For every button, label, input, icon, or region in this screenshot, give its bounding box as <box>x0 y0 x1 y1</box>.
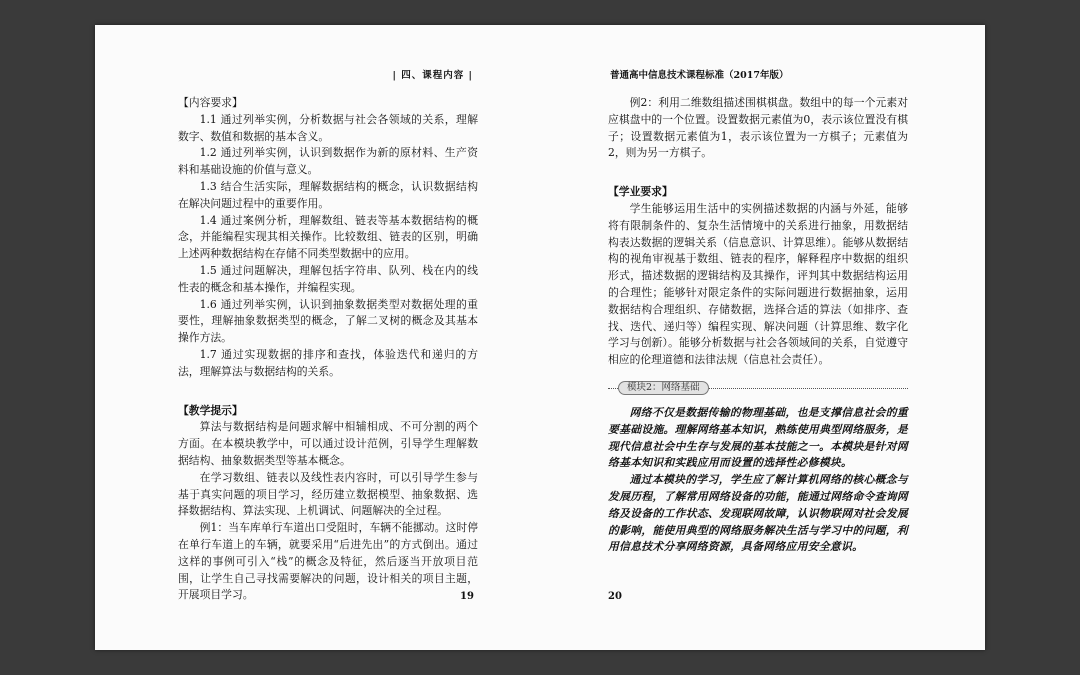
paragraph: 1.5 通过问题解决，理解包括字符串、队列、栈在内的线性表的概念和基本操作，并编程实现。 <box>178 263 478 294</box>
paragraph: 1.7 通过实现数据的排序和查找，体验迭代和递归的方法，理解算法与数据结构的关系。 <box>178 347 478 378</box>
paragraph: 1.4 通过案例分析，理解数组、链表等基本数据结构的概念，并能编程实现其相关操作。比较数组、链表的区别，明确上述两种数据结构在存储不同类型数据中的应用。 <box>178 213 478 261</box>
left-column <box>178 95 478 604</box>
book-spread <box>95 25 985 650</box>
paragraph: 1.6 通过列举实例，认识到抽象数据类型对数据处理的重要性，理解抽象数据类型的概念，了解二叉树的概念及其基本操作方法。 <box>178 297 478 345</box>
paragraph: 1.1 通过列举实例，分析数据与社会各领域的关系，理解数字、数值和数据的基本含义。 <box>178 112 478 143</box>
paragraph: 1.3 结合生活实际，理解数据结构的概念，认识数据结构在解决问题过程中的重要作用。 <box>178 179 478 210</box>
right-page <box>540 25 985 650</box>
running-header: | 四、课程内容 | <box>392 70 473 81</box>
paragraph: 学生能够运用生活中的实例描述数据的内涵与外延，能够将有限制条件的、复杂生活情境中的关系进行抽象，用数据结构表达数据的逻辑关系（信息意识、计算思维）。能够从数据结构的视角审视基于数组、链表的程序，解释程序中数据的组织形式，描述数据的逻辑结构及其操作，评判其中数据结构运用的合理性；能够针对限定条件的实际问题进行数据抽象，运用数据结构合理组织、存储数据，选择合适的算法（如排序、查找、迭代、递归等）编程实现、解决问题（计算思维、数字化学习与创新）。能够分析数据与社会各领域间的关系，自觉遵守相应的伦理道德和法律法规（信息社会责任）。 <box>608 201 908 367</box>
paragraph: 网络不仅是数据传输的物理基础，也是支撑信息社会的重要基础设施。理解网络基本知识，熟练使用典型网络服务，是现代信息社会中生存与发展的基本技能之一。本模块是针对网络基本知识和实践应用而设置的选择性必修模块。 <box>608 405 908 470</box>
running-header: 普通高中信息技术课程标准（2017年版） <box>610 70 789 81</box>
section-heading: 【学业要求】 <box>608 185 673 199</box>
paragraph: 例2：利用二维数组描述围棋棋盘。数组中的每一个元素对应棋盘中的一个位置。设置数据元素值为0，表示该位置没有棋子；设置数据元素值为1，表示该位置为一方棋子；元素值为2，则为另一方棋子。 <box>608 96 908 160</box>
paragraph: 1.2 通过列举实例，认识到数据作为新的原材料、生产资料和基础设施的价值与意义。 <box>178 146 478 177</box>
paragraph: 例1：当车库单行车道出口受阻时，车辆不能挪动。这时停在单行车道上的车辆，就要采用“后进先出”的方式倒出。通过这样的事例可引入“栈”的概念及特征，然后逐当开放项目范围，让学生自己寻找需要解决的问题，设计相关的项目主题，开展项目学习。 <box>178 521 478 602</box>
page-number: 20 <box>608 591 622 602</box>
paragraph: 通过本模块的学习，学生应了解计算机网络的核心概念与发展历程，了解常用网络设备的功能，能通过网络命令查询网络及设备的工作状态、发现联网故障，认识物联网对社会发展的影响，能使用典型的网络服务解决生活与学习中的问题，利用信息技术分享网络资源，具备网络应用安全意识。 <box>608 473 908 554</box>
paragraph: 算法与数据结构是问题求解中相辅相成、不可分割的两个方面。在本模块教学中，可以通过设计范例，引导学生理解数据结构、抽象数据类型等基本概念。 <box>178 420 478 467</box>
right-column <box>608 95 908 556</box>
page-number: 19 <box>460 591 474 602</box>
left-page <box>95 25 540 650</box>
module-intro <box>608 405 908 556</box>
paragraph: 在学习数组、链表以及线性表内容时，可以引导学生参与基于真实问题的项目学习，经历建立数据模型、抽象数据、选择数据结构、算法实现、上机调试、问题解决的全过程。 <box>178 470 478 518</box>
module-tag: 模块2：网络基础 <box>618 381 709 395</box>
module-divider <box>608 381 908 395</box>
section-heading: 【内容要求】 <box>178 96 243 109</box>
section-heading: 【教学提示】 <box>178 403 243 417</box>
